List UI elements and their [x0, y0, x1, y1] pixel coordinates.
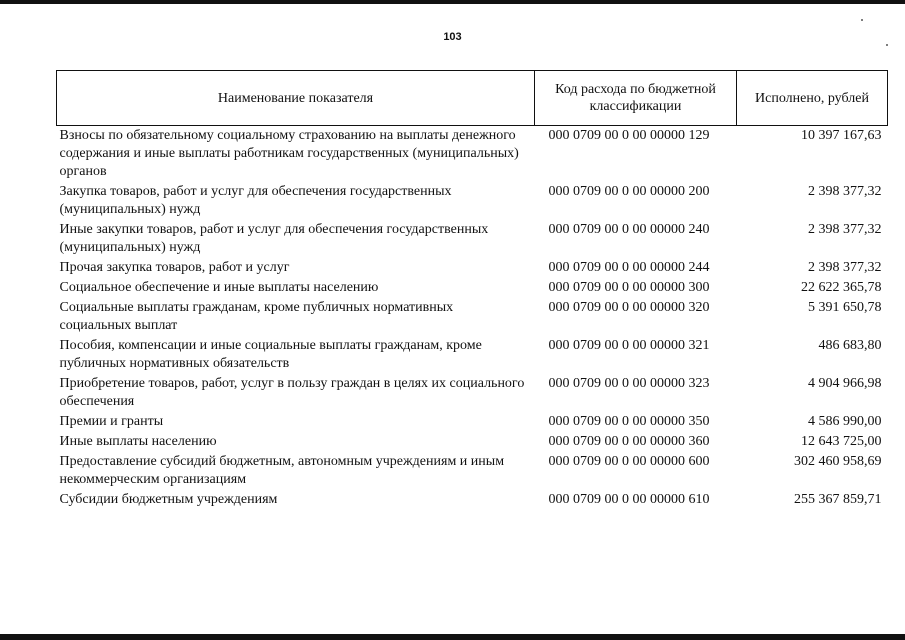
table-body	[57, 126, 888, 510]
table-row	[57, 373, 888, 411]
row-name: Социальное обеспечение и иные выплаты населению	[59, 280, 379, 295]
row-code: 000 0709 00 0 00 00000 600	[548, 454, 710, 469]
table-row	[57, 335, 888, 373]
page-number: 103	[443, 31, 462, 43]
row-code: 000 0709 00 0 00 00000 129	[548, 128, 710, 143]
row-code: 000 0709 00 0 00 00000 300	[548, 280, 710, 295]
bottom-page-rule	[0, 634, 905, 640]
header-code: Код расхода по бюджетной классификации	[535, 71, 737, 126]
row-name: Пособия, компенсации и иные социальные выплаты гражданам, кроме публичных нормативных обязательств	[59, 338, 482, 371]
row-code: 000 0709 00 0 00 00000 323	[548, 376, 710, 391]
row-amount: 486 683,80	[818, 338, 882, 353]
row-code: 000 0709 00 0 00 00000 200	[548, 184, 710, 199]
row-code: 000 0709 00 0 00 00000 320	[548, 300, 710, 315]
table-row	[57, 277, 888, 297]
table-row	[57, 431, 888, 451]
header-name: Наименование показателя	[57, 71, 535, 126]
row-amount: 2 398 377,32	[808, 260, 882, 275]
row-amount: 5 391 650,78	[808, 300, 882, 315]
row-amount: 4 904 966,98	[808, 376, 882, 391]
row-name: Премии и гранты	[59, 414, 164, 429]
row-code: 000 0709 00 0 00 00000 360	[548, 434, 710, 449]
expenditure-table	[56, 70, 888, 509]
row-amount: 12 643 725,00	[801, 434, 882, 449]
scan-speck	[886, 44, 888, 46]
row-name: Иные выплаты населению	[59, 434, 217, 449]
row-amount: 4 586 990,00	[808, 414, 882, 429]
row-name: Социальные выплаты гражданам, кроме публичных нормативных социальных выплат	[59, 300, 454, 333]
top-page-rule	[0, 0, 905, 4]
row-name: Приобретение товаров, работ, услуг в пользу граждан в целях их социального обеспечения	[59, 376, 525, 409]
table-row	[57, 451, 888, 489]
header-amount: Исполнено, рублей	[737, 71, 888, 126]
row-name: Взносы по обязательному социальному страхованию на выплаты денежного содержания и иные выплаты работникам государственных (муниципальных) органов	[59, 128, 519, 179]
row-amount: 2 398 377,32	[808, 222, 882, 237]
table-row	[57, 489, 888, 509]
table-row	[57, 411, 888, 431]
row-amount: 10 397 167,63	[801, 128, 882, 143]
row-code: 000 0709 00 0 00 00000 321	[548, 338, 710, 353]
row-name: Иные закупки товаров, работ и услуг для обеспечения государственных (муниципальных) нужд	[59, 222, 489, 255]
row-code: 000 0709 00 0 00 00000 350	[548, 414, 710, 429]
row-amount: 255 367 859,71	[794, 492, 882, 507]
table-row	[57, 257, 888, 277]
scan-speck	[861, 19, 863, 21]
row-code: 000 0709 00 0 00 00000 240	[548, 222, 710, 237]
table-row	[57, 219, 888, 257]
row-code: 000 0709 00 0 00 00000 610	[548, 492, 710, 507]
row-name: Прочая закупка товаров, работ и услуг	[59, 260, 290, 275]
row-amount: 302 460 958,69	[794, 454, 882, 469]
row-code: 000 0709 00 0 00 00000 244	[548, 260, 710, 275]
row-name: Предоставление субсидий бюджетным, автономным учреждениям и иным некоммерческим организациям	[59, 454, 505, 487]
table-row	[57, 297, 888, 335]
table-row	[57, 181, 888, 219]
row-amount: 22 622 365,78	[801, 280, 882, 295]
row-amount: 2 398 377,32	[808, 184, 882, 199]
row-name: Субсидии бюджетным учреждениям	[59, 492, 278, 507]
row-name: Закупка товаров, работ и услуг для обеспечения государственных (муниципальных) нужд	[59, 184, 452, 217]
table-row	[57, 126, 888, 182]
table-header-row	[57, 71, 888, 126]
